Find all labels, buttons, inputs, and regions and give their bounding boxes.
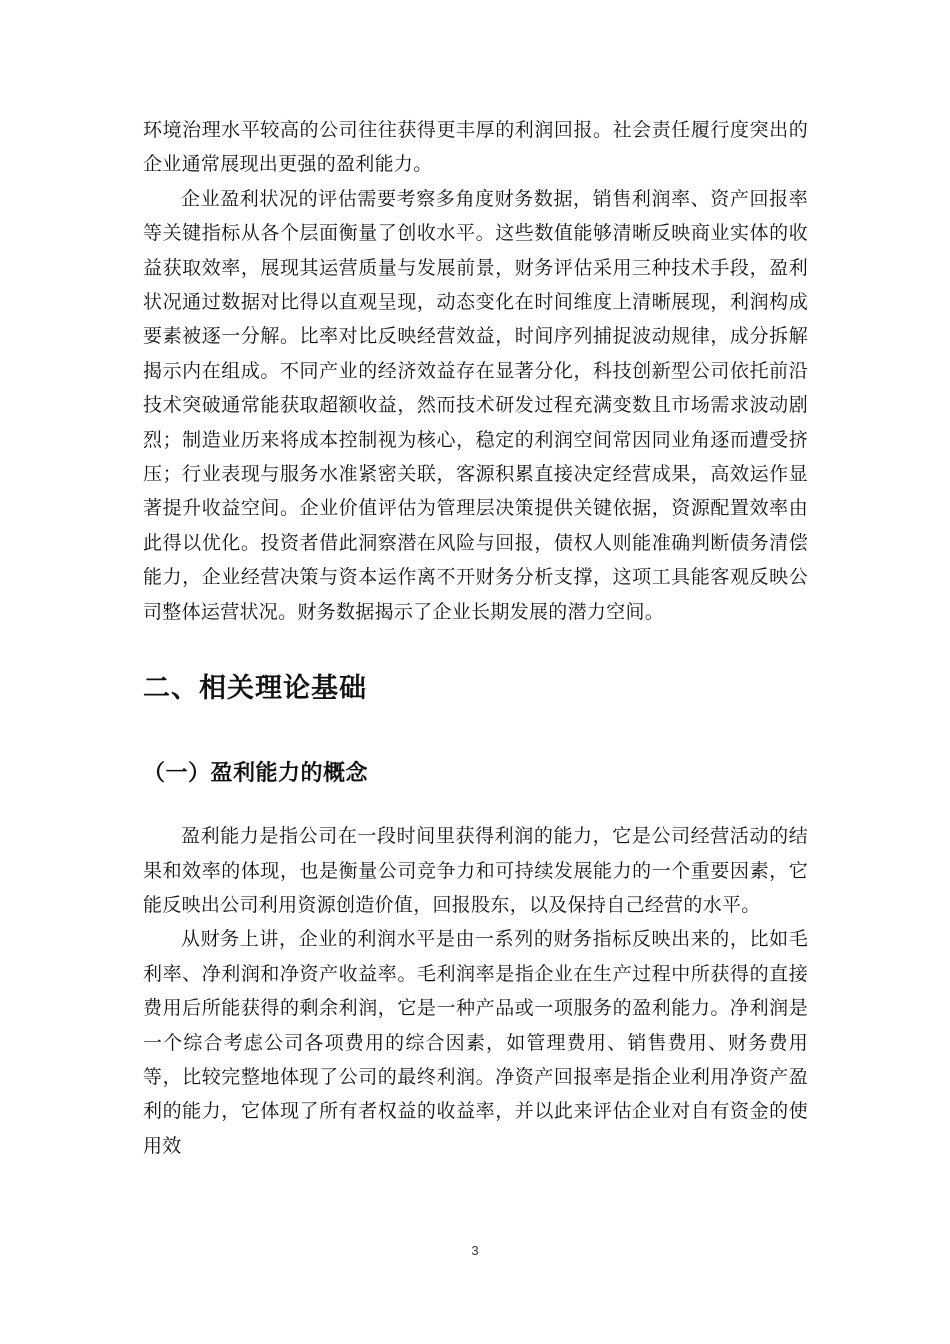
section-heading: 二、相关理论基础 bbox=[143, 673, 367, 705]
body-paragraph: 从财务上讲，企业的利润水平是由一系列的财务指标反映出来的，比如毛利率、净利润和净资产收益率。毛利润率是指企业在生产过程中所获得的直接费用后所能获得的剩余利润，它是一种产品或一项服务的盈利能力。净利润是一个综合考虑公司各项费用的综合因素，如管理费用、销售费用、财务费用等，比较完整地体现了公司的最终利润。净资产回报率是指企业利用净资产盈利的能力，它体现了所有者权益的收益率，并以此来评估企业对自有资金的使用效 bbox=[143, 928, 808, 1157]
body-paragraph: 企业盈利状况的评估需要考察多角度财务数据，销售利润率、资产回报率等关键指标从各个层面衡量了创收水平。这些数值能够清晰反映商业实体的收益获取效率，展现其运营质量与发展前景，财务评估采用三种技术手段，盈利状况通过数据对比得以直观呈现，动态变化在时间维度上清晰展现，利润构成要素被逐一分解。比率对比反映经营效益，时间序列捕捉波动规律，成分拆解揭示内在组成。不同产业的经济效益存在显著分化，科技创新型公司依托前沿技术突破通常能获取超额收益，然而技术研发过程充满变数且市场需求波动剧烈；制造业历来将成本控制视为核心，稳定的利润空间常因同业角逐而遭受挤压；行业表现与服务水准紧密关联，客源积累直接决定经营成果，高效运作显著提升收益空间。企业价值评估为管理层决策提供关键依据，资源配置效率由此得以优化。投资者借此洞察潜在风险与回报，债权人则能准确判断债务清偿能力，企业经营决策与资本运作离不开财务分析支撑，这项工具能客观反映公司整体运营状况。财务数据揭示了企业长期发展的潜力空间。 bbox=[143, 187, 808, 623]
page-number: 3 bbox=[471, 1243, 479, 1258]
page-body bbox=[143, 113, 808, 1163]
body-paragraph: 环境治理水平较高的公司往往获得更丰厚的利润回报。社会责任履行度突出的企业通常展现出更强的盈利能力。 bbox=[143, 119, 808, 176]
body-paragraph: 盈利能力是指公司在一段时间里获得利润的能力，它是公司经营活动的结果和效率的体现，也是衡量公司竞争力和可持续发展能力的一个重要因素，它能反映出公司利用资源创造价值，回报股东，以及保持自己经营的水平。 bbox=[143, 825, 808, 916]
subsection-heading: （一）盈利能力的概念 bbox=[143, 761, 369, 787]
